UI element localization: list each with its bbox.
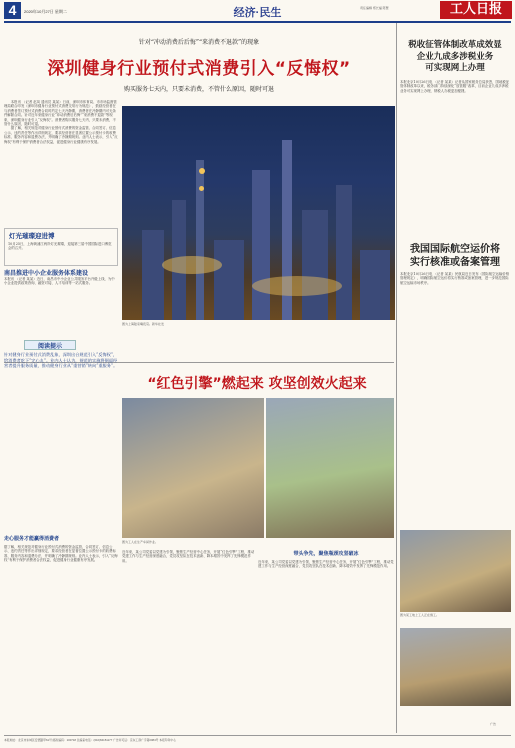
section-title: 经济·民生 (233, 7, 282, 19)
center-subtitle[interactable]: 带头争先，聚焦瓶颈攻坚破冰 (293, 551, 359, 557)
lead-body (4, 100, 118, 225)
page-footer: 本报地址：北京市东城区安德路甲61号 邮政编码：100718 总编室电话：(010)84151177 广告许可证：京东工商广字第0084号 本报印务中心 (4, 735, 511, 742)
center-body-2: 近年来，某公司党委以党建为引领，聚焦生产经营中心任务，开展“红色引擎”工程，推动党建工作与生产经营深度融合，党员攻坚队在技术创新、降本增效中发挥了先锋模范作用。 (258, 560, 394, 569)
right-text-2: 本报北京10月26日电 （记者 某某）民航局近日发布《国际航空运输价格管理规定》，明确国际航空运价将实行核准或备案管理，进一步规范国际航空运输市场秩序。 (400, 272, 510, 285)
editorial-title[interactable]: 走心服务才能赢得消费者 (4, 536, 60, 542)
lead-kicker: 针对“冲动消费后后悔”“来消费不退款”的现象 (138, 39, 260, 46)
masthead-rule (4, 21, 511, 23)
commentary-text: 针对健身行业预付式消费乱象，深圳出台规范引入“反悔权”，给消费者吃下“定心丸”。业内人士认为，规范的实施将倒逼经营者提升服务质量，推动健身行业从“重营销”转向“重服务”。 (4, 352, 118, 369)
factory-photo-2 (266, 398, 394, 538)
construction-photo-2 (400, 628, 511, 706)
right-photo-caption: 图为某工地上工人正在施工。 (400, 613, 440, 617)
editorial-text: 据了解，相关规范对健身行业预付式消费的资金监管、合同签订、信息公示、违约责任等作出详细规定，要求经营者在显著位置公示预付卡的收费标准、服务内容和退费办法，并明确了冷静期规则。业内人士表示，引入“反悔权”有利于保护消费者合法权益，促进健身行业健康有序发展。 (4, 545, 118, 563)
lead-paragraph-2: 据了解，相关规范对健身行业预付式消费的资金监管、合同签订、信息公示、违约责任等作出详细规定，要求经营者在显著位置公示预付卡的收费标准、服务内容和退费办法，并明确了冷静期规则。业内人士表示，引入“反悔权”有利于保护消费者合法权益，促进健身行业健康有序发展。 (4, 126, 118, 144)
construction-photo-1 (400, 530, 511, 612)
reading-tip-tag: 阅读提示 (24, 340, 76, 350)
center-headline[interactable]: “红色引擎”燃起来 攻坚创效火起来 (147, 376, 367, 392)
right-headline-2[interactable]: 我国国际航空运价将 实行核准或备案管理 (410, 244, 500, 268)
brief-text: 10月25日，上海黄浦江两岸灯光璀璨，迎接第三届中国国际进口博览会的召开。 (8, 242, 112, 251)
brief-title[interactable]: 灯光璀璨迎进博 (9, 232, 55, 240)
ad-label: 广告 (490, 722, 497, 726)
photo-caption: 图为上海陆家嘴夜景。新华社发 (122, 322, 165, 326)
column-divider (396, 23, 397, 733)
center-body-1: 近年来，某公司党委以党建为引领，聚焦生产经营中心任务，开展“红色引擎”工程，推动党建工作与生产经营深度融合，党员攻坚队在技术创新、降本增效中发挥了先锋模范作用。 (122, 550, 255, 563)
story2-text: 本报讯 （记者 某某）近日，南昌市中小企业公共服务平台升级上线，为中小企业提供政策咨询、融资对接、人才培训等一站式服务。 (4, 277, 115, 286)
right-headline-1[interactable]: 税收征管体制改革成效显 企业九成多涉税业务 可实现网上办理 (408, 40, 502, 73)
editor-credit: 责任编辑 郑长福 陈慧 (360, 6, 389, 10)
lead-paragraph-1: 本报讯 （记者 赵凤 通讯员 某某）日前，深圳市体育局、市市场监督管理局联合印发《深圳市健身行业预付式消费交易行为规范》，鼓励经营者在与消费者签订预付式消费合同时约定七天冷静期，消费者在冷静期内可无条件解除合同。针对近年来健身行业“冲动消费后后悔”“来消费不退款”等现象，深圳健身行业引入“反悔权”。消费者购买服务七天内，只要未消费，不管什么原因，随时可退。 (4, 100, 117, 127)
factory-photo-1 (122, 398, 264, 538)
city-night-photo (122, 106, 395, 320)
newspaper-logo: 工人日报 (440, 1, 512, 19)
news-brief-box (4, 228, 118, 266)
center-photo-caption: 图为工人在生产车间作业。 (122, 540, 159, 544)
right-text-1: 本报北京10月26日电 （记者 某某）记者从国家税务总局获悉，国地税征管体制改革以来，税务部门持续深化“放管服”改革，目前企业九成多涉税业务可实现网上办理，纳税人办税更加便捷。 (400, 80, 510, 93)
story2-title[interactable]: 南昌推进中小企业服务体系建设 (4, 270, 89, 277)
issue-date: 2020年10月27日 星期二 (24, 9, 67, 14)
page-number: 4 (4, 2, 21, 19)
lead-subhead: 购买服务七天内，只要未消费，不管什么原因，随时可退 (123, 86, 274, 93)
lead-headline[interactable]: 深圳健身行业预付式消费引入“反悔权” (47, 59, 351, 79)
